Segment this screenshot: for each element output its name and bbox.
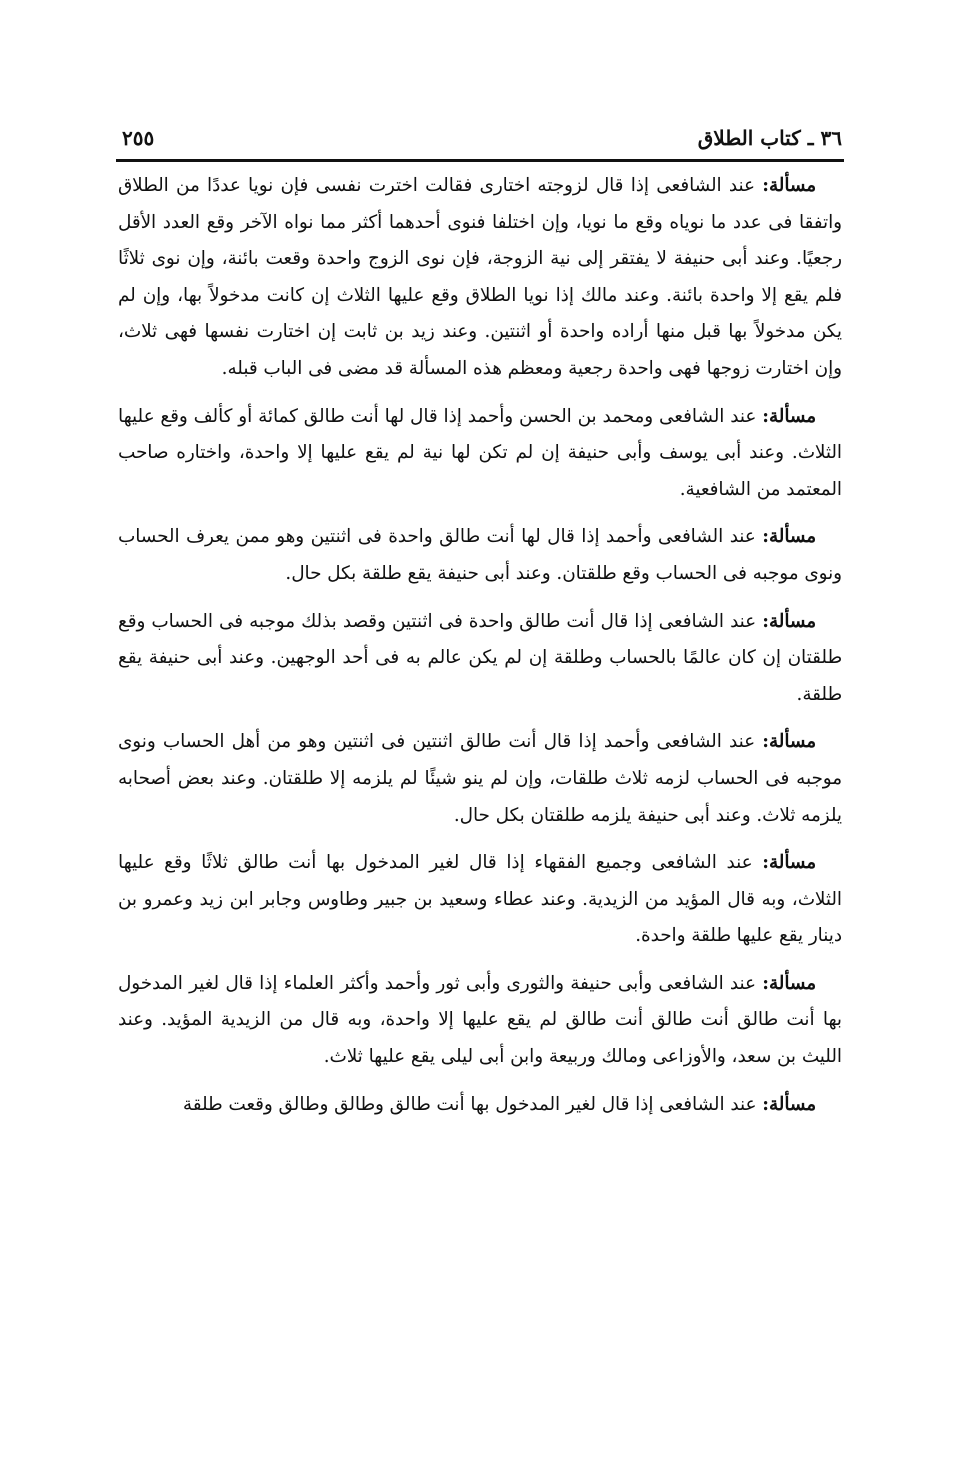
issue-paragraph-1 — [118, 168, 842, 388]
issue-text: عند الشافعى ومحمد بن الحسن وأحمد إذا قال لها أنت طالق كمائة أو كألف وقع عليها الثلاث. وعند أبى يوسف وأبى حنيفة إن لم تكن لها نية لم يقع عليها إلا واحدة، واختاره صاحب المعتمد من الشافعية. — [118, 405, 842, 500]
page-header — [118, 122, 842, 158]
issue-paragraph-6 — [118, 845, 842, 955]
issue-paragraph-8 — [118, 1087, 842, 1124]
page-number: ٢٥٥ — [122, 126, 155, 150]
issue-text: عند الشافعى وأبى حنيفة والثورى وأبى ثور وأحمد وأكثر العلماء إذا قال لغير المدخول بها أنت طالق أنت طالق أنت طالق لم يقع عليها إلا واحدة، وبه قال من الزيدية المؤيد. وعند الليث بن سعد، والأوزاعى ومالك وربيعة وابن أبى ليلى يقع عليها ثلاث. — [118, 972, 842, 1068]
issue-label: مسألة: — [762, 731, 817, 753]
issue-text: عند الشافعى إذا قال لغير المدخول بها أنت طالق وطالق وطالق وقعت طلقة — [182, 1093, 757, 1115]
issue-label: مسألة: — [762, 526, 817, 548]
issue-text: عند الشافعى إذا قال أنت طالق واحدة فى اثنتين وقصد بذلك موجبه فى الحساب وقع طلقتان إن كان عالمًا بالحساب وطلقة إن لم يكن عالم به فى أحد الوجهين. وعند أبى حنيفة يقع طلقة. — [118, 610, 842, 705]
issue-label: مسألة: — [762, 852, 817, 874]
issue-paragraph-7 — [118, 966, 842, 1076]
issue-label: مسألة: — [762, 972, 816, 994]
issue-paragraph-2 — [118, 399, 842, 509]
page-body — [118, 168, 842, 1134]
issue-text: عند الشافعى إذا قال لزوجته اختارى فقالت اخترت نفسى فإن نويا عددًا من الطلاق واتفقا فى عدد ما نوياه وقع ما نويا، وإن اختلفا فنوى أحدهما أكثر مما نواه الآخر وقع العدد الأقل رجعيًا. وعند أبى حنيفة لا يفتقر إلى نية الزوجة، فإن نوى الزوج واحدة وقعت بائنة، وإن نوى ثلاثًا فلم يقع إلا واحدة بائنة. وعند مالك إذا نويا الطلاق وقع عليها الثلاث إن كانت مدخولاً بها، وإن لم يكن مدخولاً بها قبل منها أراده واحدة أو اثنتين. وعند زيد بن ثابت إن اختارت نفسها فهى ثلاث، وإن اختارت زوجها فهى واحدة رجعية ومعظم هذه المسألة قد مضى فى الباب قبله. — [118, 175, 842, 379]
issue-label: مسألة: — [762, 610, 816, 632]
issue-text: عند الشافعى وأحمد إذا قال لها أنت طالق واحدة فى اثنتين وهو ممن يعرف الحساب ونوى موجبه فى الحساب وقع طلقتان. وعند أبى حنيفة يقع طلقة بكل حال. — [118, 526, 842, 584]
issue-paragraph-3 — [118, 519, 842, 592]
header-rule — [116, 159, 844, 162]
running-title: ٣٦ ـ كتاب الطلاق — [697, 126, 842, 150]
issue-paragraph-5 — [118, 724, 842, 834]
issue-label: مسألة: — [762, 405, 817, 427]
issue-text: عند الشافعى وجميع الفقهاء إذا قال لغير المدخول بها أنت طالق ثلاثًا وقع عليها الثلاث، وبه قال المؤيد من الزيدية. وعند عطاء وسعيد بن جبير وطاوس وجابر ابن زيد وعمرو بن دينار يقع عليها طلقة واحدة. — [118, 852, 842, 947]
issue-paragraph-4 — [118, 604, 842, 714]
issue-label: مسألة: — [762, 1093, 816, 1115]
issue-text: عند الشافعى وأحمد إذا قال أنت طالق اثنتين فى اثنتين وهو من أهل الحساب ونوى موجبه فى الحساب لزمه ثلاث طلقات، وإن لم ينو شيئًا لم يلزمه إلا طلقتان. وعند بعض أصحابه يلزمه ثلاث. وعند أبى حنيفة يلزمه طلقتان بكل حال. — [118, 731, 842, 826]
issue-label: مسألة: — [762, 175, 817, 196]
